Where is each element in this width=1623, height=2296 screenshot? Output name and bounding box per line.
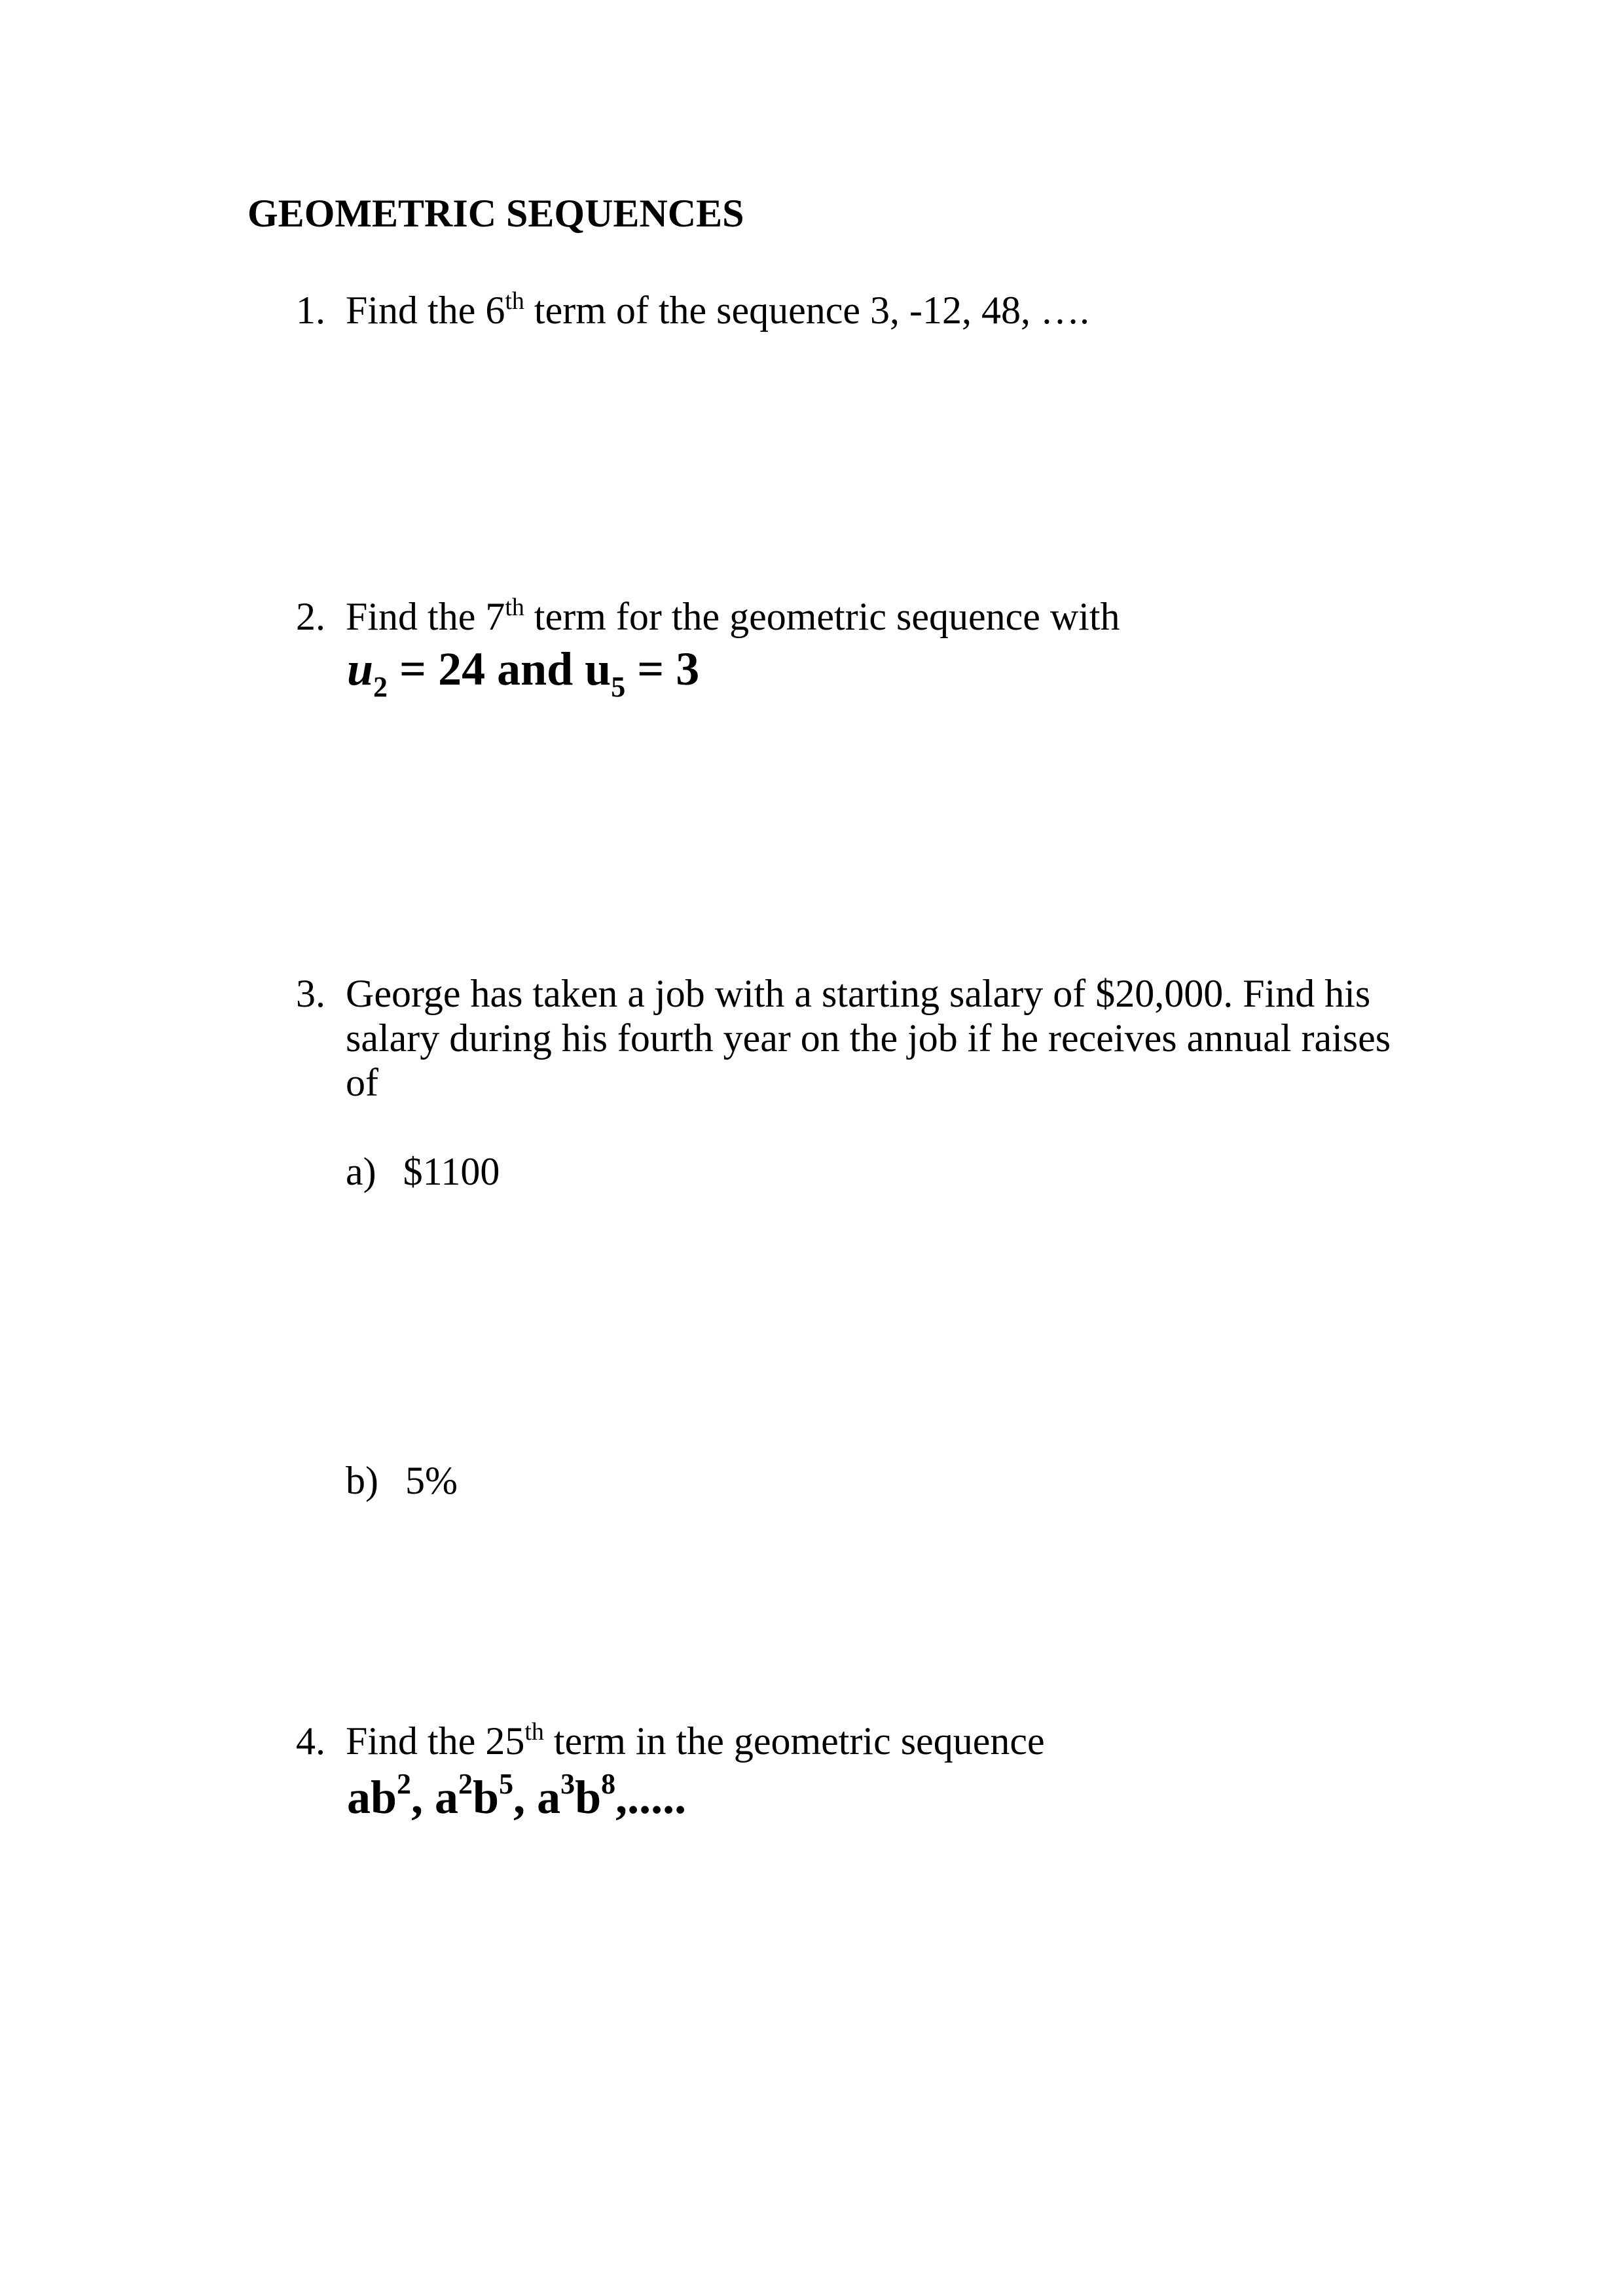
math-text: ,..... bbox=[615, 1771, 687, 1823]
math-text: , a bbox=[411, 1771, 459, 1823]
question-2 bbox=[0, 594, 1623, 640]
question-2-equation bbox=[347, 643, 700, 703]
question-text-part: term of the sequence 3, -12, 48, …. bbox=[524, 289, 1089, 332]
question-number: 2. bbox=[296, 595, 325, 638]
question-4 bbox=[0, 1719, 1623, 1765]
math-text: = 24 and u bbox=[388, 643, 611, 695]
question-number: 3. bbox=[296, 972, 325, 1015]
math-text: = 3 bbox=[625, 643, 700, 695]
math-exponent: 3 bbox=[560, 1768, 575, 1800]
math-exponent: 2 bbox=[397, 1768, 412, 1800]
ordinal-suffix: th bbox=[505, 287, 524, 315]
page-title: GEOMETRIC SEQUENCES bbox=[247, 192, 744, 235]
sub-question-b bbox=[346, 1461, 458, 1500]
question-text-part: term in the geometric sequence bbox=[543, 1719, 1045, 1763]
math-text: , a bbox=[513, 1771, 561, 1823]
question-number: 1. bbox=[296, 289, 325, 332]
sub-question-a bbox=[346, 1152, 500, 1191]
question-text-part: Find the 7 bbox=[346, 595, 505, 638]
math-text: ab bbox=[347, 1771, 397, 1823]
math-exponent: 8 bbox=[601, 1768, 616, 1800]
sub-question-label: a) bbox=[346, 1150, 376, 1193]
question-text bbox=[346, 594, 1120, 639]
math-text: b bbox=[473, 1771, 500, 1823]
question-text-part: term for the geometric sequence with bbox=[524, 595, 1120, 638]
ordinal-suffix: th bbox=[524, 1718, 544, 1746]
question-number: 4. bbox=[296, 1719, 325, 1763]
question-4-sequence bbox=[347, 1768, 687, 1823]
math-subscript: 5 bbox=[611, 671, 626, 703]
sub-question-label: b) bbox=[346, 1459, 378, 1502]
sub-question-value: $1100 bbox=[403, 1150, 500, 1193]
ordinal-suffix: th bbox=[505, 594, 524, 621]
question-text-part: Find the 25 bbox=[346, 1719, 525, 1763]
math-exponent: 2 bbox=[458, 1768, 473, 1800]
question-text-line: salary during his fourth year on the job if he receives annual raises bbox=[346, 1016, 1391, 1060]
question-text-line: George has taken a job with a starting salary of $20,000. Find his bbox=[346, 972, 1371, 1015]
question-text bbox=[346, 1719, 1045, 1764]
question-text-part: Find the 6 bbox=[346, 289, 505, 332]
question-1 bbox=[0, 288, 1623, 334]
math-variable: u bbox=[347, 643, 374, 695]
question-text-line: of bbox=[346, 1061, 378, 1104]
question-text bbox=[346, 288, 1089, 333]
math-text: b bbox=[575, 1771, 602, 1823]
sub-question-value: 5% bbox=[405, 1459, 458, 1502]
question-3 bbox=[0, 971, 1623, 1017]
math-subscript: 2 bbox=[373, 671, 388, 703]
math-exponent: 5 bbox=[499, 1768, 514, 1800]
